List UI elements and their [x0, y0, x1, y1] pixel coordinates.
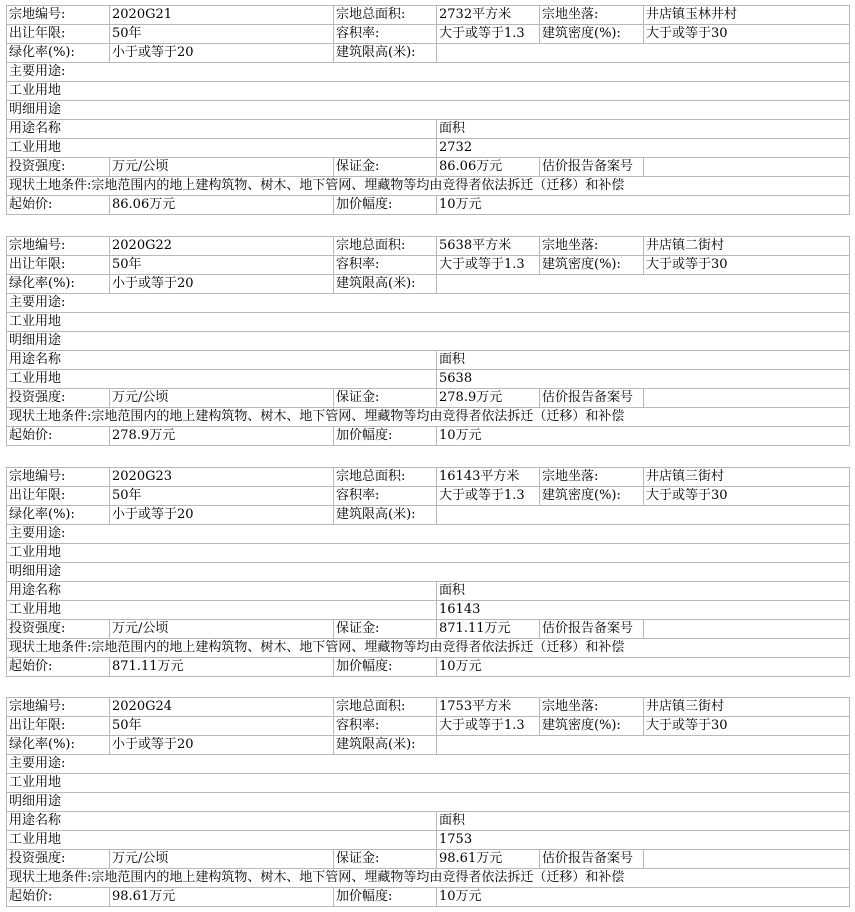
label-main-use: 主要用途:: [7, 525, 850, 544]
label-condition: 现状土地条件:: [9, 409, 92, 424]
label-term: 出让年限:: [7, 487, 110, 506]
land-parcel-table: [6, 236, 849, 446]
row-detail-use: [7, 101, 850, 120]
label-use-name: 用途名称: [7, 351, 437, 370]
label-increment: 加价幅度:: [334, 658, 437, 677]
density-value: 大于或等于30: [644, 25, 850, 44]
label-deposit: 保证金:: [334, 620, 437, 639]
start-price-value: 98.61万元: [110, 888, 334, 907]
label-green-rate: 绿化率(%):: [7, 44, 110, 63]
land-parcel-table: [6, 467, 849, 677]
green-rate-value: 小于或等于20: [110, 506, 334, 525]
investment-value: 万元/公顷: [110, 158, 334, 177]
label-start-price: 起始价:: [7, 888, 110, 907]
main-use-value: 工业用地: [7, 544, 850, 563]
label-location: 宗地坐落:: [540, 698, 644, 717]
label-area: 面积: [437, 812, 850, 831]
label-plot-ratio: 容积率:: [334, 717, 437, 736]
label-term: 出让年限:: [7, 256, 110, 275]
label-plot-ratio: 容积率:: [334, 25, 437, 44]
row-green-rate: [7, 44, 850, 63]
plot-ratio-value: 大于或等于1.3: [437, 25, 540, 44]
label-parcel-no: 宗地编号:: [7, 237, 110, 256]
row-start-price: [7, 888, 850, 907]
row-main-use-label: [7, 294, 850, 313]
appraisal-value: [644, 850, 850, 869]
condition-cell: [7, 177, 850, 196]
label-height-limit: 建筑限高(米):: [334, 44, 437, 63]
label-deposit: 保证金:: [334, 850, 437, 869]
detail-use-name: 工业用地: [7, 601, 437, 620]
height-limit-value: [437, 506, 850, 525]
label-deposit: 保证金:: [334, 389, 437, 408]
term-value: 50年: [110, 487, 334, 506]
label-condition: 现状土地条件:: [9, 870, 92, 885]
label-investment: 投资强度:: [7, 389, 110, 408]
label-use-name: 用途名称: [7, 812, 437, 831]
row-detail-use: [7, 332, 850, 351]
label-total-area: 宗地总面积:: [334, 6, 437, 25]
detail-use-name: 工业用地: [7, 370, 437, 389]
label-area: 面积: [437, 582, 850, 601]
parcel-id: 2020G21: [110, 6, 334, 25]
label-area: 面积: [437, 351, 850, 370]
row-detail-header: [7, 582, 850, 601]
row-term: [7, 25, 850, 44]
condition-value: 宗地范围内的地上建构筑物、树木、地下管网、埋藏物等均由竞得者依法拆迁（迁移）和补偿: [91, 640, 625, 655]
label-area: 面积: [437, 120, 850, 139]
label-detail-use: 明细用途: [7, 793, 850, 812]
label-investment: 投资强度:: [7, 850, 110, 869]
location-value: 井店镇三街村: [644, 468, 850, 487]
label-total-area: 宗地总面积:: [334, 698, 437, 717]
label-plot-ratio: 容积率:: [334, 256, 437, 275]
label-appraisal: 估价报告备案号: [540, 158, 644, 177]
density-value: 大于或等于30: [644, 487, 850, 506]
start-price-value: 278.9万元: [110, 427, 334, 446]
appraisal-value: [644, 158, 850, 177]
row-main-use-value: [7, 82, 850, 101]
row-term: [7, 717, 850, 736]
height-limit-value: [437, 736, 850, 755]
row-parcel-no: [7, 6, 850, 25]
label-condition: 现状土地条件:: [9, 640, 92, 655]
label-location: 宗地坐落:: [540, 468, 644, 487]
detail-use-name: 工业用地: [7, 139, 437, 158]
deposit-value: 278.9万元: [437, 389, 540, 408]
deposit-value: 98.61万元: [437, 850, 540, 869]
label-detail-use: 明细用途: [7, 101, 850, 120]
location-value: 井店镇玉林井村: [644, 6, 850, 25]
row-main-use-label: [7, 755, 850, 774]
label-main-use: 主要用途:: [7, 755, 850, 774]
deposit-value: 871.11万元: [437, 620, 540, 639]
total-area-value: 5638平方米: [437, 237, 540, 256]
detail-area-value: 1753: [437, 831, 850, 850]
parcel-id: 2020G23: [110, 468, 334, 487]
row-green-rate: [7, 506, 850, 525]
label-increment: 加价幅度:: [334, 888, 437, 907]
plot-ratio-value: 大于或等于1.3: [437, 717, 540, 736]
land-parcel-table: [6, 5, 849, 215]
appraisal-value: [644, 389, 850, 408]
label-density: 建筑密度(%):: [540, 717, 644, 736]
label-investment: 投资强度:: [7, 158, 110, 177]
main-use-value: 工业用地: [7, 313, 850, 332]
label-increment: 加价幅度:: [334, 196, 437, 215]
row-detail-value: [7, 370, 850, 389]
row-main-use-value: [7, 313, 850, 332]
row-detail-header: [7, 351, 850, 370]
row-green-rate: [7, 275, 850, 294]
label-start-price: 起始价:: [7, 658, 110, 677]
green-rate-value: 小于或等于20: [110, 736, 334, 755]
label-location: 宗地坐落:: [540, 6, 644, 25]
row-condition: [7, 639, 850, 658]
label-appraisal: 估价报告备案号: [540, 389, 644, 408]
label-term: 出让年限:: [7, 717, 110, 736]
increment-value: 10万元: [437, 888, 850, 907]
label-term: 出让年限:: [7, 25, 110, 44]
row-start-price: [7, 658, 850, 677]
row-parcel-no: [7, 468, 850, 487]
parcel-id: 2020G24: [110, 698, 334, 717]
density-value: 大于或等于30: [644, 717, 850, 736]
label-detail-use: 明细用途: [7, 563, 850, 582]
row-condition: [7, 408, 850, 427]
row-start-price: [7, 196, 850, 215]
condition-cell: [7, 408, 850, 427]
label-condition: 现状土地条件:: [9, 178, 92, 193]
plot-ratio-value: 大于或等于1.3: [437, 256, 540, 275]
row-detail-value: [7, 601, 850, 620]
green-rate-value: 小于或等于20: [110, 44, 334, 63]
investment-value: 万元/公顷: [110, 620, 334, 639]
term-value: 50年: [110, 25, 334, 44]
increment-value: 10万元: [437, 196, 850, 215]
label-location: 宗地坐落:: [540, 237, 644, 256]
label-plot-ratio: 容积率:: [334, 487, 437, 506]
row-condition: [7, 869, 850, 888]
label-density: 建筑密度(%):: [540, 487, 644, 506]
detail-area-value: 2732: [437, 139, 850, 158]
row-term: [7, 256, 850, 275]
height-limit-value: [437, 275, 850, 294]
main-use-value: 工业用地: [7, 82, 850, 101]
row-detail-use: [7, 563, 850, 582]
label-density: 建筑密度(%):: [540, 256, 644, 275]
row-investment: [7, 850, 850, 869]
label-height-limit: 建筑限高(米):: [334, 736, 437, 755]
parcel-id: 2020G22: [110, 237, 334, 256]
row-start-price: [7, 427, 850, 446]
label-appraisal: 估价报告备案号: [540, 620, 644, 639]
location-value: 井店镇二街村: [644, 237, 850, 256]
row-term: [7, 487, 850, 506]
row-green-rate: [7, 736, 850, 755]
row-parcel-no: [7, 698, 850, 717]
label-main-use: 主要用途:: [7, 63, 850, 82]
investment-value: 万元/公顷: [110, 850, 334, 869]
row-main-use-value: [7, 544, 850, 563]
label-green-rate: 绿化率(%):: [7, 506, 110, 525]
condition-value: 宗地范围内的地上建构筑物、树木、地下管网、埋藏物等均由竞得者依法拆迁（迁移）和补偿: [91, 409, 625, 424]
row-condition: [7, 177, 850, 196]
label-total-area: 宗地总面积:: [334, 237, 437, 256]
start-price-value: 871.11万元: [110, 658, 334, 677]
label-start-price: 起始价:: [7, 427, 110, 446]
label-use-name: 用途名称: [7, 582, 437, 601]
row-detail-value: [7, 831, 850, 850]
height-limit-value: [437, 44, 850, 63]
term-value: 50年: [110, 717, 334, 736]
label-density: 建筑密度(%):: [540, 25, 644, 44]
total-area-value: 16143平方米: [437, 468, 540, 487]
label-use-name: 用途名称: [7, 120, 437, 139]
label-increment: 加价幅度:: [334, 427, 437, 446]
row-detail-header: [7, 812, 850, 831]
row-investment: [7, 389, 850, 408]
label-main-use: 主要用途:: [7, 294, 850, 313]
increment-value: 10万元: [437, 427, 850, 446]
condition-cell: [7, 639, 850, 658]
main-use-value: 工业用地: [7, 774, 850, 793]
label-height-limit: 建筑限高(米):: [334, 506, 437, 525]
land-parcel-table: [6, 697, 849, 907]
row-detail-value: [7, 139, 850, 158]
density-value: 大于或等于30: [644, 256, 850, 275]
row-detail-use: [7, 793, 850, 812]
label-start-price: 起始价:: [7, 196, 110, 215]
label-total-area: 宗地总面积:: [334, 468, 437, 487]
label-parcel-no: 宗地编号:: [7, 6, 110, 25]
row-main-use-label: [7, 525, 850, 544]
total-area-value: 2732平方米: [437, 6, 540, 25]
condition-cell: [7, 869, 850, 888]
term-value: 50年: [110, 256, 334, 275]
label-parcel-no: 宗地编号:: [7, 468, 110, 487]
label-deposit: 保证金:: [334, 158, 437, 177]
label-green-rate: 绿化率(%):: [7, 736, 110, 755]
condition-value: 宗地范围内的地上建构筑物、树木、地下管网、埋藏物等均由竞得者依法拆迁（迁移）和补偿: [91, 178, 625, 193]
label-investment: 投资强度:: [7, 620, 110, 639]
label-green-rate: 绿化率(%):: [7, 275, 110, 294]
detail-area-value: 5638: [437, 370, 850, 389]
increment-value: 10万元: [437, 658, 850, 677]
condition-value: 宗地范围内的地上建构筑物、树木、地下管网、埋藏物等均由竞得者依法拆迁（迁移）和补偿: [91, 870, 625, 885]
total-area-value: 1753平方米: [437, 698, 540, 717]
deposit-value: 86.06万元: [437, 158, 540, 177]
row-parcel-no: [7, 237, 850, 256]
row-main-use-value: [7, 774, 850, 793]
row-investment: [7, 620, 850, 639]
appraisal-value: [644, 620, 850, 639]
start-price-value: 86.06万元: [110, 196, 334, 215]
row-investment: [7, 158, 850, 177]
detail-use-name: 工业用地: [7, 831, 437, 850]
detail-area-value: 16143: [437, 601, 850, 620]
label-appraisal: 估价报告备案号: [540, 850, 644, 869]
investment-value: 万元/公顷: [110, 389, 334, 408]
location-value: 井店镇三街村: [644, 698, 850, 717]
plot-ratio-value: 大于或等于1.3: [437, 487, 540, 506]
row-detail-header: [7, 120, 850, 139]
green-rate-value: 小于或等于20: [110, 275, 334, 294]
label-detail-use: 明细用途: [7, 332, 850, 351]
row-main-use-label: [7, 63, 850, 82]
label-height-limit: 建筑限高(米):: [334, 275, 437, 294]
label-parcel-no: 宗地编号:: [7, 698, 110, 717]
